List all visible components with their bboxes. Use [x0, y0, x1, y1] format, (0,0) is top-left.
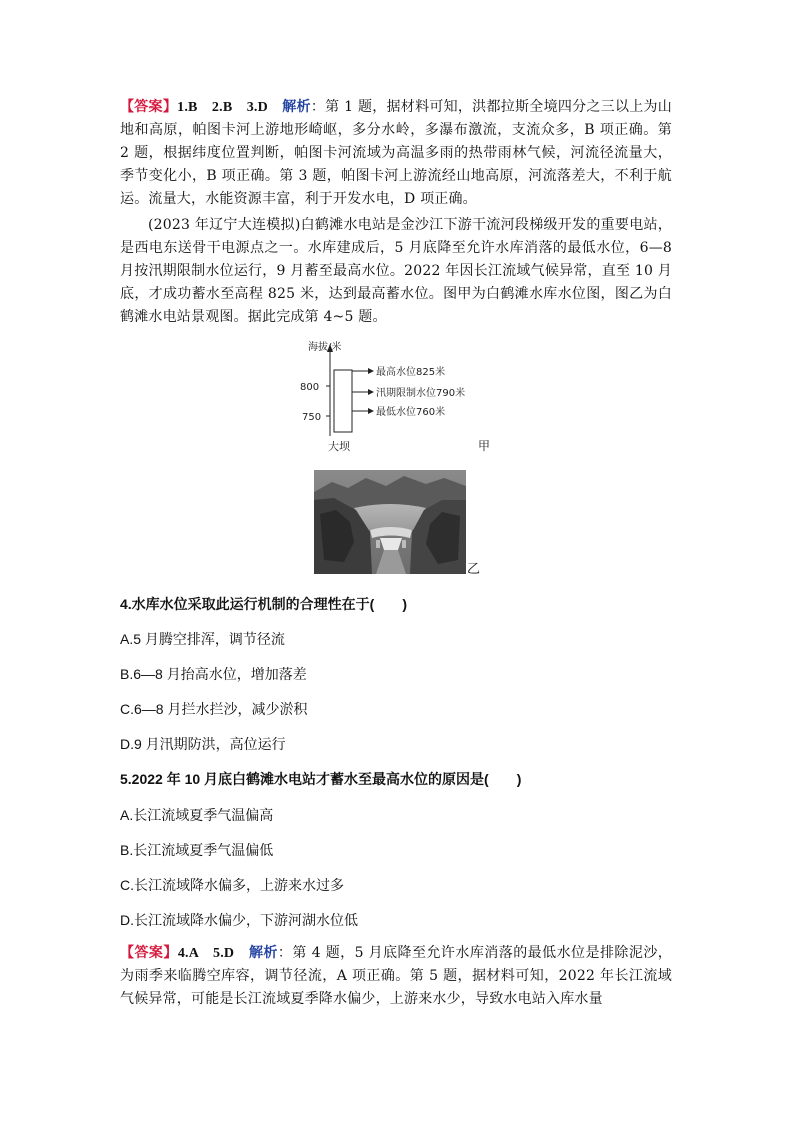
- analysis-colon: ：: [310, 99, 326, 115]
- answer-keys-2: 4.A 5.D: [177, 946, 249, 961]
- q5-option-a: A.长江流域夏季气温偏高: [120, 807, 274, 823]
- analysis-colon-2: ：: [277, 945, 293, 961]
- figure-a-label: 甲: [478, 439, 491, 453]
- dam-rectangle: [334, 370, 352, 432]
- tick-750-label: 750: [302, 412, 322, 423]
- analysis-tag: 解析: [282, 99, 311, 115]
- q5-option-d: D.长江流域降水偏少，下游河湖水位低: [120, 912, 358, 928]
- level-low-label: 最低水位760米: [376, 407, 446, 418]
- arrow-high-head: [368, 368, 374, 374]
- analysis-text: 第 1 题，据材料可知，洪都拉斯全境四分之三以上为山地和高原，帕图卡河上游地形崎岖，多分水岭，多瀑布激流，支流众多，B 项正确。第 2 题，根据纬度位置判断，帕图卡河流域为高温多雨的热带雨林气候，河流径流量大，季节变化小，B 项正确。第 3 题，帕图卡河上游流经山地高原，河流落差大，不利于航运。流量大，水能资源丰富，利于开发水电，D 项正确。: [120, 99, 672, 207]
- dam-photo-image: [314, 470, 466, 574]
- dam-landscape-photo: [314, 470, 466, 574]
- answer-tag-2: 【答案】: [120, 945, 178, 961]
- dam-label: 大坝: [328, 440, 350, 453]
- reservoir-level-figure: [290, 336, 500, 460]
- level-flood-label: 汛期限制水位790米: [376, 388, 466, 399]
- arrow-low-head: [368, 408, 374, 414]
- answer-block-1: [120, 96, 672, 211]
- q4-option-b: B.6—8 月抬高水位，增加落差: [120, 666, 307, 682]
- answer-block-2: [120, 942, 672, 1011]
- figure-b-label: 乙: [467, 562, 481, 577]
- level-high-label: 最高水位825米: [376, 367, 446, 378]
- q5-option-c: C.长江流域降水偏多，上游来水过多: [120, 877, 344, 893]
- q5-stem: 5.2022 年 10 月底白鹤滩水电站才蓄水至最高水位的原因是( ): [120, 771, 522, 787]
- y-axis-label: 海拔/米: [308, 342, 342, 353]
- material-text: (2023 年辽宁大连模拟)白鹤滩水电站是金沙江下游干流河段梯级开发的重要电站，是西电东送骨干电源点之一。水库建成后，5 月底降至允许水库消落的最低水位，6—8 月按汛期限制水位运行，9 月蓄至最高水位。2022 年因长江流域气候异常，直至 10 月底，才成功蓄水至高程 825 米，达到最高蓄水位。图甲为白鹤滩水库水位图，图乙为白鹤滩水电站景观图。据此完成第 4~5 题。: [120, 217, 672, 325]
- q4-stem: 4.水库水位采取此运行机制的合理性在于( ): [120, 596, 407, 612]
- material-paragraph: [120, 214, 672, 329]
- q4-option-c: C.6—8 月拦水拦沙，减少淤积: [120, 701, 308, 717]
- answer-keys: 1.B 2.B 3.D: [177, 100, 283, 115]
- q4-option-d: D.9 月汛期防洪，高位运行: [120, 736, 286, 752]
- q4-option-a: A.5 月腾空排浑，调节径流: [120, 631, 285, 647]
- tick-800-label: 800: [300, 382, 320, 393]
- reservoir-level-diagram: [290, 336, 500, 460]
- analysis-tag-2: 解析: [248, 945, 278, 961]
- answer-tag: 【答案】: [120, 99, 178, 115]
- analysis-text-2: 第 4 题，5 月底降至允许水库消落的最低水位是排除泥沙，为雨季来临腾空库容，调节径流，A 项正确。第 5 题，据材料可知，2022 年长江流域气候异常，可能是长江流域夏季降水偏少，上游来水少，导致水电站入库水量: [120, 945, 673, 1007]
- q5-option-b: B.长江流域夏季气温偏低: [120, 842, 274, 858]
- arrow-flood-head: [368, 389, 374, 395]
